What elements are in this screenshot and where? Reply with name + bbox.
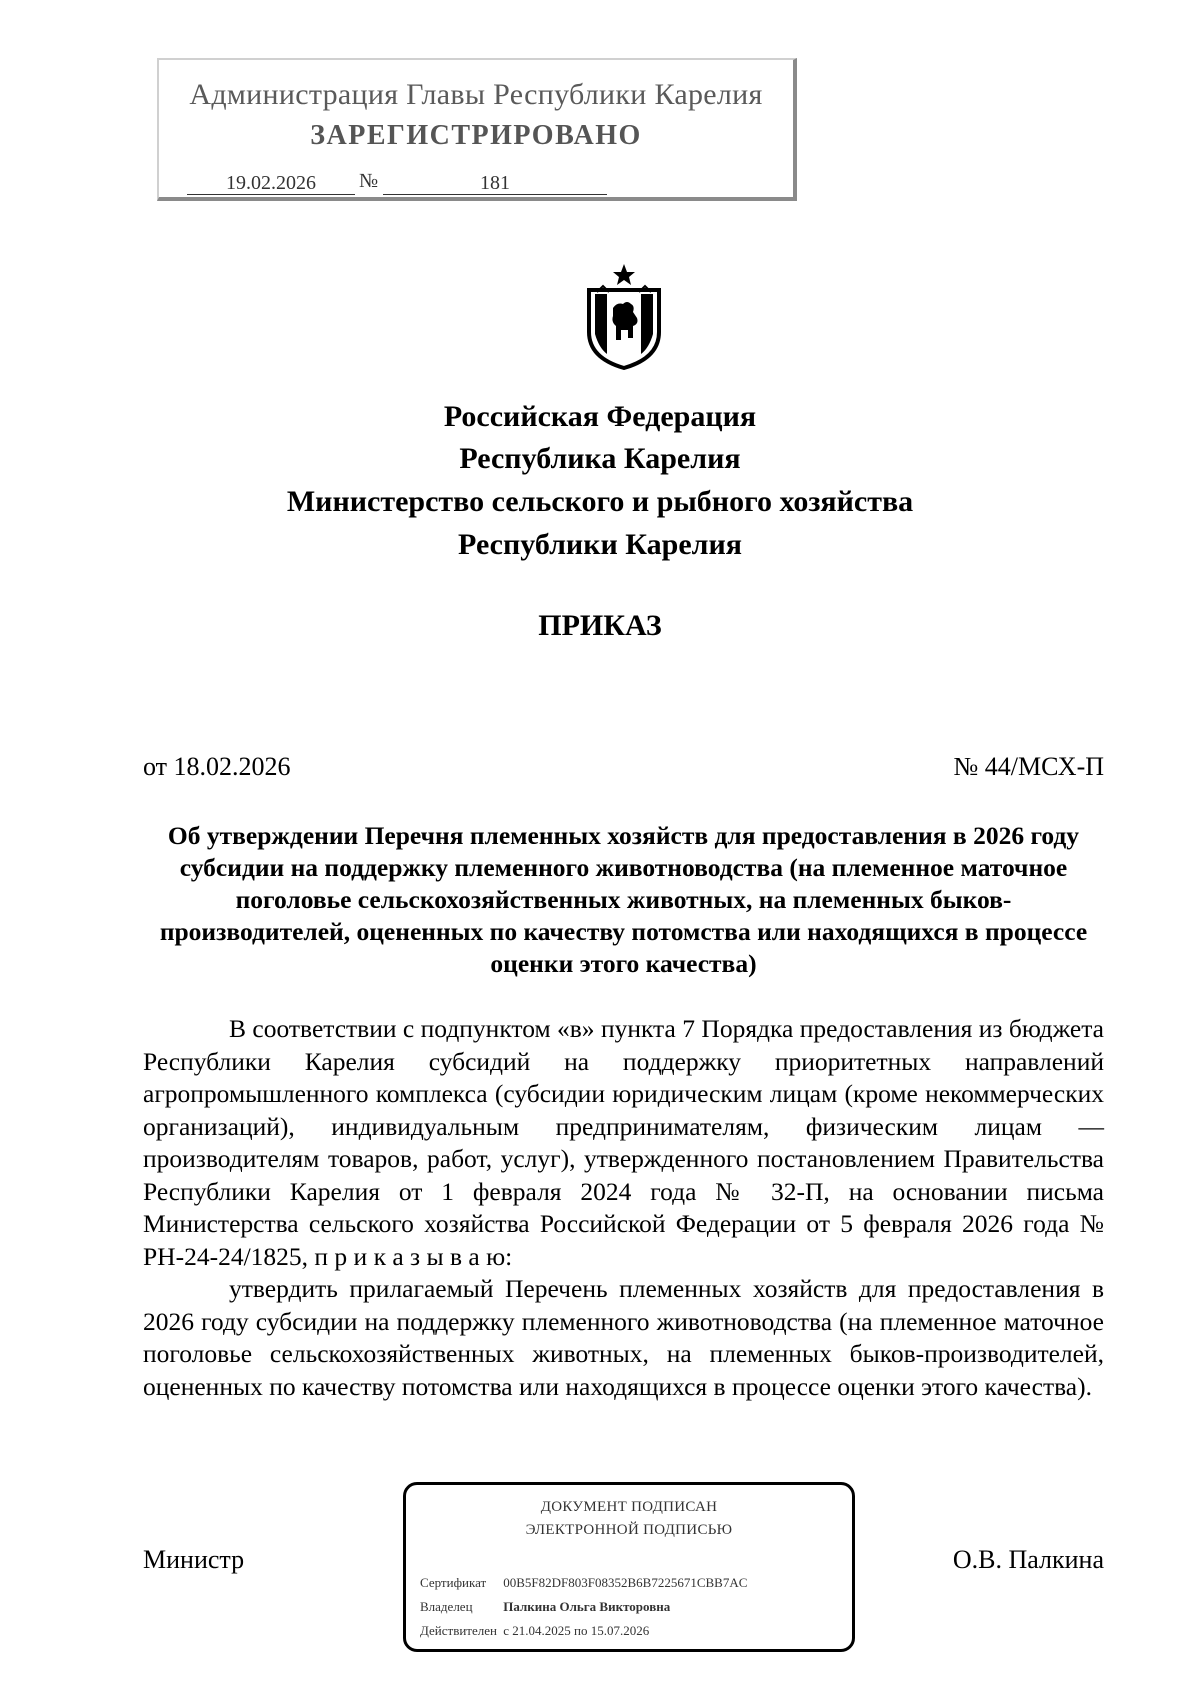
stamp-authority: Администрация Главы Республики Карелия (189, 78, 763, 111)
order-number: № 44/МСХ-П (953, 752, 1104, 781)
electronic-signature-box (403, 1482, 855, 1652)
esign-cert-label: Сертификат (420, 1575, 487, 1590)
header-ministry-line2: Республики Карелия (458, 528, 742, 561)
registration-stamp (157, 58, 797, 201)
karelia-coat-of-arms-icon (583, 262, 665, 370)
esign-certificate-row (420, 1575, 747, 1591)
esign-valid-value: с 21.04.2025 по 15.07.2026 (503, 1623, 650, 1638)
body-paragraph-1: В соответствии с подпунктом «в» пункта 7 Порядка предоставления из бюджета Республики Карелия субсидий на поддержку приоритетных направлений агропромышленного комплекса (субсидии юридическим лицам (кроме некоммерческих организаций), индивидуальным предпринимателям, физическим лицам — производителям товаров, работ, услуг), утвержденного постановлением Правительства Республики Карелия от 1 февраля 2024 года № 32-П, на основании письма Министерства сельского хозяйства Российской Федерации от 5 февраля 2026 года № РН-24-24/1825, п р и к а з ы в а ю: (143, 1014, 1104, 1271)
esign-cert-value: 00B5F82DF803F08352B6B7225671CBB7AC (503, 1575, 748, 1590)
esign-title-line1: ДОКУМЕНТ ПОДПИСАН (540, 1499, 718, 1515)
order-subject: Об утверждении Перечня племенных хозяйств для предоставления в 2026 году субсидии на поддержку племенного животноводства (на племенное маточное поголовье сельскохозяйственных животных, на племенных быков-производителей, оцененных по качеству потомства или находящихся в процессе оценки этого качества) (159, 821, 1088, 978)
signer-position: Министр (143, 1545, 245, 1574)
header-country: Российская Федерация (443, 400, 757, 433)
esign-valid-label: Действителен (420, 1623, 497, 1638)
esign-owner-row (420, 1599, 670, 1615)
stamp-number-label: № (359, 170, 379, 192)
stamp-number: 181 (383, 172, 607, 195)
esign-valid-row (420, 1623, 649, 1639)
document-type: ПРИКАЗ (538, 609, 662, 642)
header-republic: Республика Карелия (459, 442, 741, 475)
stamp-status: ЗАРЕГИСТРИРОВАНО (310, 120, 642, 151)
esign-title-line2: ЭЛЕКТРОННОЙ ПОДПИСЬЮ (525, 1522, 733, 1538)
stamp-date: 19.02.2026 (187, 172, 355, 195)
esign-owner-label: Владелец (420, 1599, 473, 1614)
signer-name: О.В. Палкина (952, 1545, 1104, 1574)
header-ministry: Министерство сельского и рыбного хозяйства (286, 485, 914, 518)
body-paragraph-2: утвердить прилагаемый Перечень племенных хозяйств для предоставления в 2026 году субсидии на поддержку племенного животноводства (на племенное маточное поголовье сельскохозяйственных животных, на племенных быков-производителей, оцененных по качеству потомства или находящихся в процессе оценки этого качества). (143, 1274, 1104, 1401)
order-date: от 18.02.2026 (143, 752, 291, 781)
esign-owner-value: Палкина Ольга Викторовна (503, 1599, 671, 1614)
order-body (143, 1013, 1104, 1403)
